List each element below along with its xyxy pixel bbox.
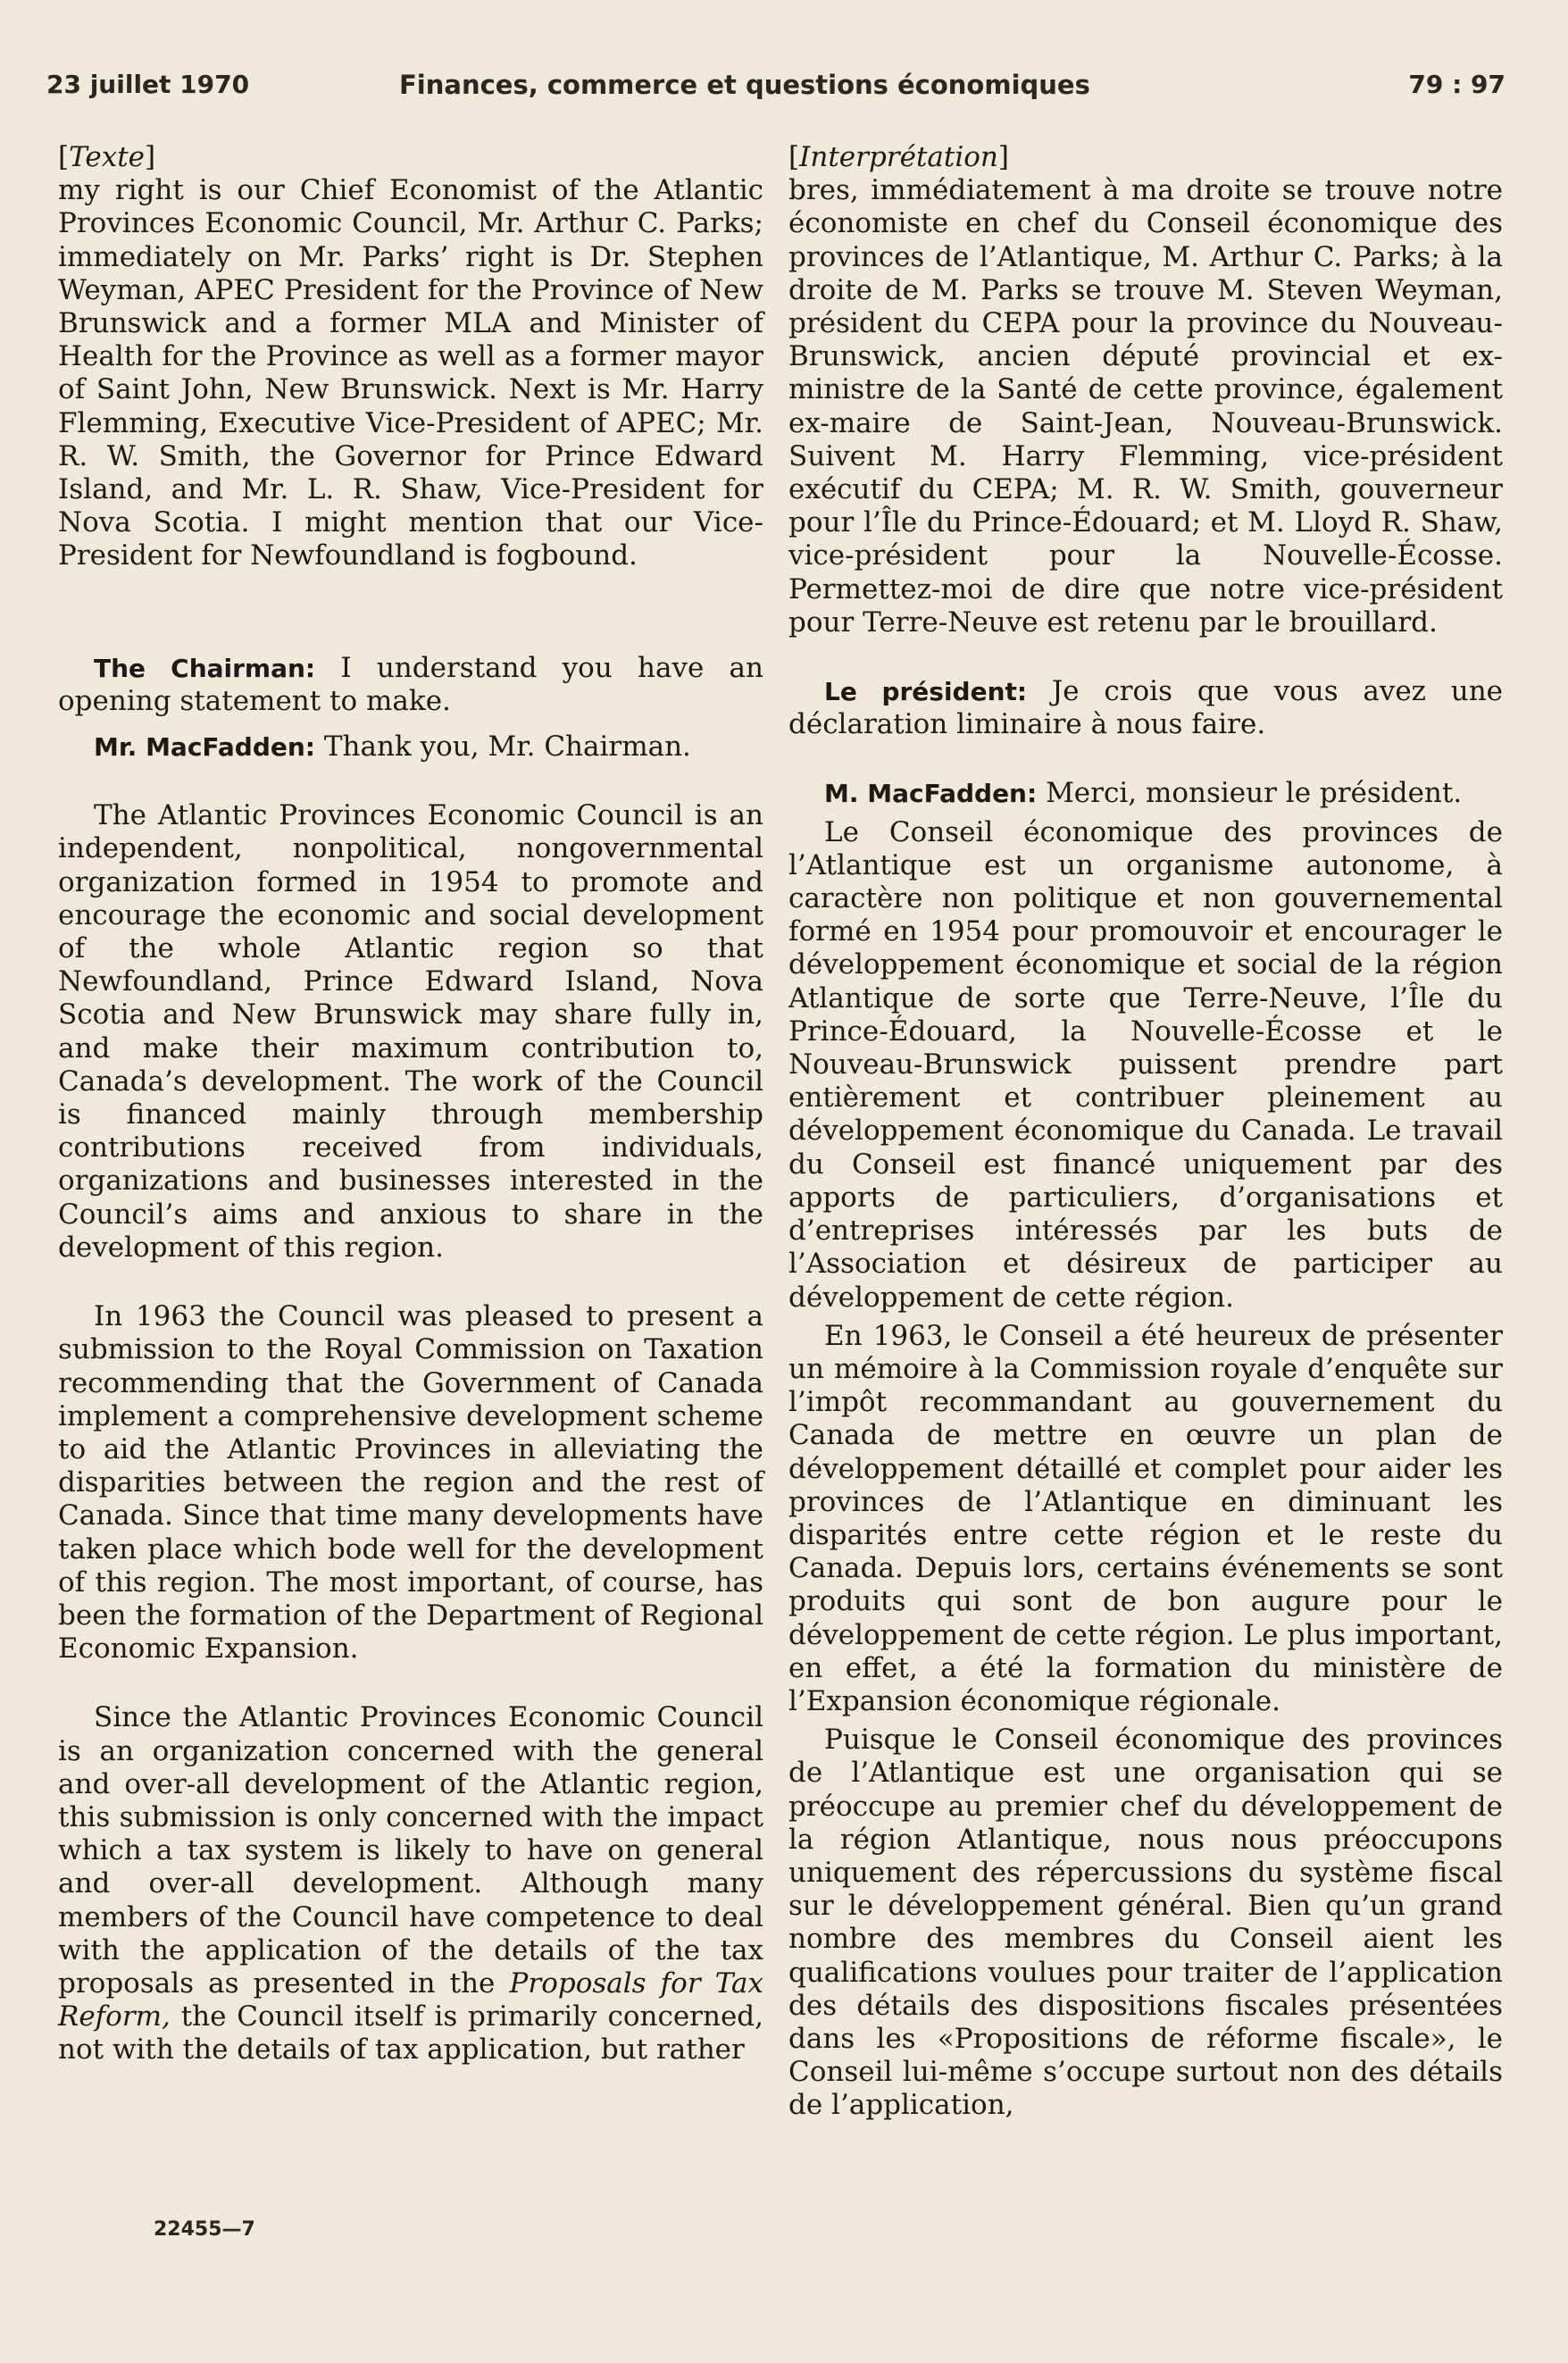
paragraph-intro-en: my right is our Chief Economist of the Atlantic Provinces Economic Council, Mr. Arthur C. Parks; immediately on Mr. Parks’ right is Dr. Stephen Weyman, APEC President for the Province of New Brunswick and a former MLA and Minister of Health for the Province as well as a former mayor of Saint John, New Brunswick. Next is Mr. Harry Flemming, Executive Vice-President of APEC; Mr. R. W. Smith, the Governor for Prince Edward Island, and Mr. L. R. Shaw, Vice-President for Nova Scotia. I might mention that our Vice-President for Newfoundland is fogbound.	[58, 174, 763, 572]
text-run: the Council itself is primarily concerned, not with the details of tax application, but rather	[58, 2000, 763, 2067]
speech-text: Je crois que vous avez une déclaration liminaire à nous faire.	[788, 675, 1504, 741]
speech-text: Thank you, Mr. Chairman.	[323, 731, 691, 764]
header-page-number: 79 : 97	[1408, 70, 1505, 99]
english-column	[58, 141, 763, 2067]
speaker-name: Mr. MacFadden:	[94, 732, 316, 763]
text-run: Since the Atlantic Provinces Economic Council is an organization concerned with the general and over-all development of the Atlantic region, this submission is only concerned with the impact which a tax system is likely to have on general and over-all development. Although many members of the Council have competence to deal with the application of the details of the tax proposals as presented in the	[58, 1701, 763, 2000]
header-title: Finances, commerce et questions économiques	[399, 70, 1090, 100]
paragraph-1963-en: In 1963 the Council was pleased to present a submission to the Royal Commission on Taxation recommending that the Government of Canada implement a comprehensive development scheme to aid the Atlantic Provinces in alleviating the disparities between the region and the rest of Canada. Since that time many developments have taken place which bode well for the development of this region. The most important, of course, has been the formation of the Department of Regional Economic Expansion.	[58, 1300, 763, 1666]
speaker-name: The Chairman:	[94, 653, 316, 683]
french-column	[788, 141, 1503, 2123]
header-date: 23 juillet 1970	[46, 70, 250, 99]
speech-text: Merci, monsieur le président.	[1046, 777, 1463, 810]
proposals-title: Proposals for Tax Reform,	[58, 1966, 763, 2033]
column-tag-interpretation: [Interprétation]	[788, 141, 1010, 173]
paragraph-council-fr: Le Conseil économique des provinces de l’Atlantique est un organisme autonome, à caractère non politique et non gouvernemental formé en 1954 pour promouvoir et encourager le développement économique et social de la région Atlantique de sorte que Terre-Neuve, l’Île du Prince-Édouard, la Nouvelle-Écosse et le Nouveau-Brunswick puissent prendre part entièrement et contribuer pleinement au développement économique du Canada. Le travail du Conseil est financé uniquement par des apports de particuliers, d’organisations et d’entreprises intéressés par les buts de l’Association et désireux de participer au développement de cette région.	[788, 815, 1503, 1314]
macfadden-statement-en	[58, 731, 763, 764]
paragraph-tax-en	[58, 1701, 763, 2067]
running-header	[46, 70, 1505, 111]
speaker-name: Le président:	[824, 677, 1028, 707]
paragraph-1963-fr: En 1963, le Conseil a été heureux de présenter un mémoire à la Commission royale d’enquête sur l’impôt recommandant au gouvernement du Canada de mettre en œuvre un plan de développement détaillé et complet pour aider les provinces de l’Atlantique en diminuant les disparités entre cette région et le reste du Canada. Depuis lors, certains événements se sont produits qui sont de bon augure pour le développement de cette région. Le plus important, en effet, a été la formation du ministère de l’Expansion économique régionale.	[788, 1319, 1503, 1717]
print-code: 22455—7	[154, 2218, 255, 2241]
paragraph-council-en: The Atlantic Provinces Economic Council is an independent, nonpolitical, nongovernmental organization formed in 1954 to promote and encourage the economic and social development of the whole Atlantic region so that Newfoundland, Prince Edward Island, Nova Scotia and New Brunswick may share fully in, and make their maximum contribution to, Canada’s development. The work of the Council is financed mainly through membership contributions received from individuals, organizations and businesses interested in the Council’s aims and anxious to share in the development of this region.	[58, 799, 763, 1264]
chairman-statement-fr	[788, 675, 1503, 741]
tag-label: Interprétation	[799, 141, 998, 173]
paragraph-tax-fr: Puisque le Conseil économique des provinces de l’Atlantique est une organisation qui se préoccupe au premier chef du développement de la région Atlantique, nous nous préoccupons uniquement des répercussions du système fiscal sur le développement général. Bien qu’un grand nombre des membres du Conseil aient les qualifications voulues pour traiter de l’application des détails des dispositions fiscales présentées dans les «Propositions de réforme fiscale», le Conseil lui-même s’occupe surtout non des détails de l’application,	[788, 1724, 1503, 2122]
paragraph-intro-fr: bres, immédiatement à ma droite se trouve notre économiste en chef du Conseil économique des provinces de l’Atlantique, M. Arthur C. Parks; à la droite de M. Parks se trouve M. Steven Weyman, président du CEPA pour la province du Nouveau-Brunswick, ancien député provincial et ex-ministre de la Santé de cette province, également ex-maire de Saint-Jean, Nouveau-Brunswick. Suivent M. Harry Flemming, vice-président exécutif du CEPA; M. R. W. Smith, gouverneur pour l’Île du Prince-Édouard; et M. Lloyd R. Shaw, vice-président pour la Nouvelle-Écosse. Permettez-moi de dire que notre vice-président pour Terre-Neuve est retenu par le brouillard.	[788, 174, 1503, 639]
chairman-statement-en	[58, 652, 763, 718]
tag-label: Texte	[69, 141, 146, 173]
column-tag-text: [Texte]	[58, 141, 156, 173]
speaker-name: M. MacFadden:	[824, 779, 1038, 809]
macfadden-statement-fr	[788, 777, 1503, 810]
speech-text: I understand you have an opening statement to make.	[58, 651, 764, 717]
